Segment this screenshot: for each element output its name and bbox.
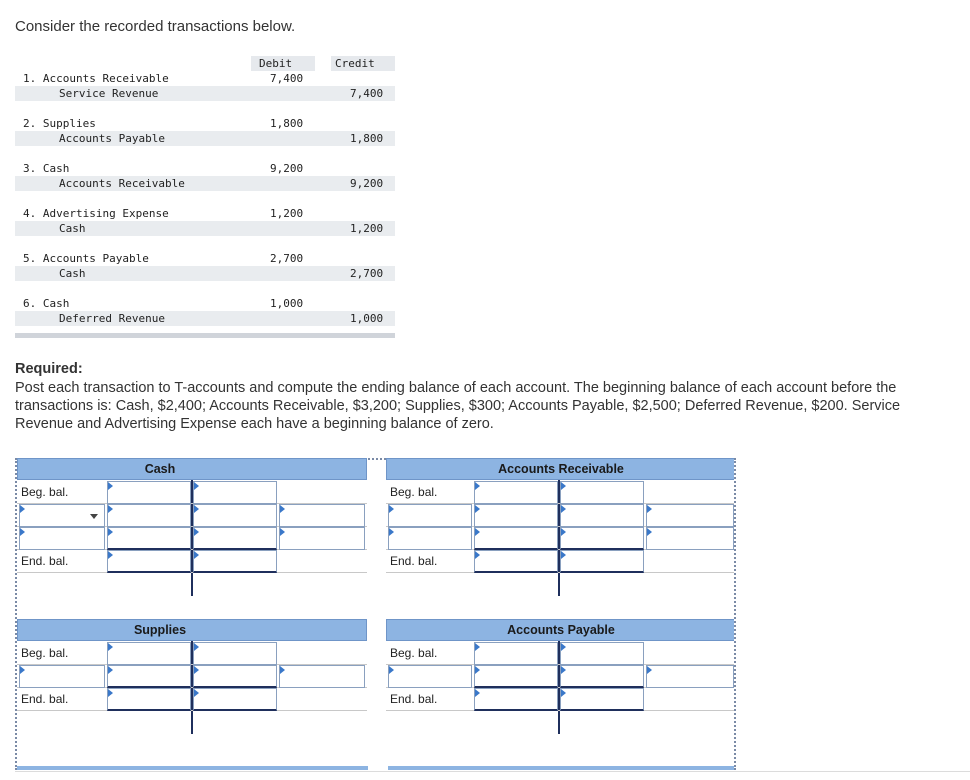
debit-amount: 1,800 <box>270 117 304 130</box>
t-row <box>17 665 367 688</box>
beg-bal-label: Beg. bal. <box>21 485 69 499</box>
t-row-beg <box>386 642 736 665</box>
transaction-select[interactable] <box>279 504 365 527</box>
transaction-select[interactable] <box>19 665 105 688</box>
end-bal-label: End. bal. <box>21 554 69 568</box>
transaction-select[interactable] <box>646 527 734 550</box>
beg-bal-label: Beg. bal. <box>390 646 438 660</box>
debit-input[interactable] <box>107 688 191 711</box>
debit-input[interactable] <box>474 504 558 527</box>
credit-input[interactable] <box>560 688 644 711</box>
t-row-end <box>17 550 367 573</box>
t-account-title: Cash <box>17 458 367 480</box>
t-row <box>386 665 736 688</box>
t-account-accounts-receivable <box>386 458 736 596</box>
beg-bal-label: Beg. bal. <box>21 646 69 660</box>
t-row-end <box>386 550 736 573</box>
journal-entry-3 <box>15 161 395 191</box>
beg-bal-label: Beg. bal. <box>390 485 438 499</box>
credit-input[interactable] <box>560 665 644 688</box>
journal-entry-2 <box>15 116 395 146</box>
t-row-beg <box>17 642 367 665</box>
debit-input[interactable] <box>474 688 558 711</box>
debit-account: 5. Accounts Payable <box>23 252 149 265</box>
credit-input[interactable] <box>560 481 644 504</box>
debit-account: 2. Supplies <box>23 117 96 130</box>
credit-amount: 1,000 <box>350 312 384 325</box>
credit-input[interactable] <box>193 527 277 550</box>
debit-amount: 1,000 <box>270 297 304 310</box>
debit-amount: 7,400 <box>270 72 304 85</box>
journal-entry-1 <box>15 71 395 101</box>
credit-input[interactable] <box>193 550 277 573</box>
debit-account: 1. Accounts Receivable <box>23 72 169 85</box>
transaction-select[interactable] <box>19 504 105 527</box>
header-gap <box>368 764 388 770</box>
t-account-title: Accounts Payable <box>386 619 736 641</box>
credit-input[interactable] <box>193 642 277 665</box>
t-account-supplies <box>17 619 367 757</box>
debit-input[interactable] <box>107 550 191 573</box>
credit-amount: 7,400 <box>350 87 384 100</box>
t-account-accounts-payable <box>386 619 736 757</box>
journal-entry-4 <box>15 206 395 236</box>
transaction-select[interactable] <box>279 527 365 550</box>
t-row-beg <box>17 481 367 504</box>
t-account-title: Accounts Receivable <box>386 458 736 480</box>
transaction-select[interactable] <box>388 504 472 527</box>
debit-input[interactable] <box>474 550 558 573</box>
credit-input[interactable] <box>560 527 644 550</box>
chevron-down-icon <box>90 514 98 519</box>
debit-input[interactable] <box>107 504 191 527</box>
t-account-cash <box>17 458 367 596</box>
debit-input[interactable] <box>474 481 558 504</box>
t-account-title: Supplies <box>17 619 367 641</box>
journal-bottom-rule <box>15 333 395 338</box>
required-heading: Required: <box>15 361 83 377</box>
credit-input[interactable] <box>193 481 277 504</box>
debit-input[interactable] <box>474 527 558 550</box>
debit-account: 4. Advertising Expense <box>23 207 169 220</box>
credit-input[interactable] <box>193 688 277 711</box>
debit-account: 3. Cash <box>23 162 70 175</box>
debit-header: Debit <box>251 56 315 71</box>
debit-input[interactable] <box>107 481 191 504</box>
debit-input[interactable] <box>107 527 191 550</box>
transaction-select[interactable] <box>388 527 472 550</box>
credit-input[interactable] <box>560 642 644 665</box>
debit-amount: 2,700 <box>270 252 304 265</box>
t-row-beg <box>386 481 736 504</box>
bottom-divider <box>15 771 970 772</box>
credit-amount: 1,800 <box>350 132 384 145</box>
debit-input[interactable] <box>474 665 558 688</box>
credit-amount: 2,700 <box>350 267 384 280</box>
credit-input[interactable] <box>560 504 644 527</box>
credit-header: Credit <box>331 56 395 71</box>
debit-amount: 9,200 <box>270 162 304 175</box>
debit-account: 6. Cash <box>23 297 70 310</box>
transaction-select[interactable] <box>279 665 365 688</box>
transaction-select[interactable] <box>646 665 734 688</box>
credit-input[interactable] <box>193 665 277 688</box>
debit-input[interactable] <box>107 642 191 665</box>
transaction-select[interactable] <box>388 665 472 688</box>
end-bal-label: End. bal. <box>21 692 69 706</box>
end-bal-label: End. bal. <box>390 692 438 706</box>
transaction-select[interactable] <box>19 527 105 550</box>
end-bal-label: End. bal. <box>390 554 438 568</box>
required-instructions: Post each transaction to T-accounts and compute the ending balance of each account. The beginning balance of each account before the transactions is: Cash, $2,400; Accounts Receivable, $3,200; Supplies, $300; Accounts Payable, $2,500; Deferred Revenue, $200. Service Revenue and Advertising Expense each have a beginning balance of zero. <box>15 380 901 432</box>
credit-amount: 9,200 <box>350 177 384 190</box>
credit-account: Cash <box>59 267 86 280</box>
debit-input[interactable] <box>474 642 558 665</box>
credit-input[interactable] <box>560 550 644 573</box>
t-accounts-grid <box>15 458 736 770</box>
t-row <box>386 527 736 550</box>
journal-entry-6 <box>15 296 395 326</box>
debit-input[interactable] <box>107 665 191 688</box>
t-row-end <box>386 688 736 711</box>
intro-text: Consider the recorded transactions below. <box>15 18 296 35</box>
debit-amount: 1,200 <box>270 207 304 220</box>
credit-input[interactable] <box>193 504 277 527</box>
credit-account: Deferred Revenue <box>59 312 165 325</box>
credit-account: Cash <box>59 222 86 235</box>
credit-account: Accounts Payable <box>59 132 165 145</box>
t-row <box>17 504 367 527</box>
credit-account: Service Revenue <box>59 87 159 100</box>
journal-entry-5 <box>15 251 395 281</box>
t-row <box>17 527 367 550</box>
t-row-end <box>17 688 367 711</box>
credit-amount: 1,200 <box>350 222 384 235</box>
transaction-select[interactable] <box>646 504 734 527</box>
journal-table <box>15 56 395 338</box>
t-row <box>386 504 736 527</box>
credit-account: Accounts Receivable <box>59 177 185 190</box>
